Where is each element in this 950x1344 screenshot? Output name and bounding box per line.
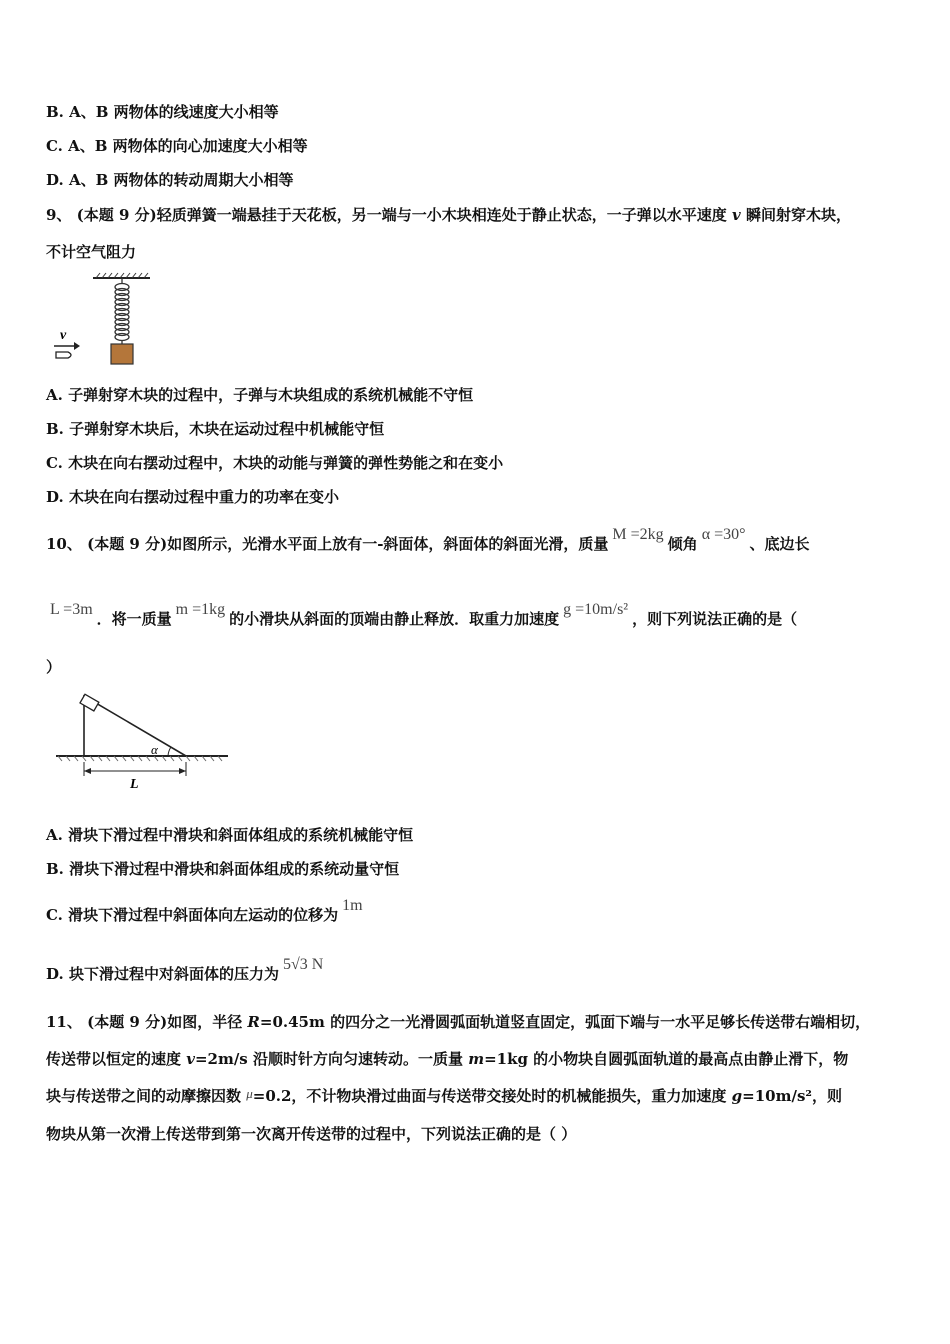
spring-coil	[115, 278, 129, 344]
mass-M-formula: M =2kg	[612, 526, 664, 543]
q10-option-c: C. 滑块下滑过程中斜面体向左运动的位移为1m	[46, 905, 367, 926]
q10-stem-line3: ）	[46, 658, 62, 676]
q11-stem-line2: 传送带以恒定的速度 v=2m/s 沿顺时针方向匀速转动。一质量 m=1kg 的小物块自圆弧面轨道的最高点由静止滑下，物	[46, 1050, 849, 1068]
slider-block	[80, 694, 99, 711]
q11-stem-line1: 11、 (本题 9 分)如图，半径 R=0.45m 的四分之一光滑圆弧面轨道竖直固定，弧面下端与一水平足够长传送带右端相切，	[46, 1013, 871, 1031]
q10-option-d: D. 块下滑过程中对斜面体的压力为5√3 N	[46, 964, 327, 985]
dimension-arrow-left	[84, 768, 91, 774]
dimension-arrow-right	[179, 768, 186, 774]
q8-option-d: D. A、B 两物体的转动周期大小相等	[46, 171, 294, 189]
wooden-block	[111, 344, 133, 364]
angle-arc	[168, 747, 171, 756]
spring-block-figure	[50, 272, 160, 372]
velocity-arrow-head	[74, 342, 80, 350]
mu-symbol: μ	[246, 1086, 253, 1101]
q9-option-d: D. 木块在向右摆动过程中重力的功率在变小	[46, 488, 339, 506]
q9-option-c: C. 木块在向右摆动过程中，木块的动能与弹簧的弹性势能之和在变小	[46, 454, 504, 472]
q10-stem-line1: 10、 (本题 9 分)如图所示，光滑水平面上放有一-斜面体，斜面体的斜面光滑，质量M =2kg倾角α =30°、底边长	[46, 526, 810, 553]
gravity-g-formula: g =10m/s²	[563, 601, 629, 618]
angle-label: α	[151, 742, 158, 757]
bullet-velocity-label: v	[60, 328, 67, 343]
displacement-formula: 1m	[342, 897, 363, 914]
q9-option-b: B. 子弹射穿木块后，木块在运动过程中机械能守恒	[46, 420, 385, 438]
length-L-formula: L =3m	[50, 601, 93, 618]
angle-alpha-formula: α =30°	[701, 526, 746, 543]
mass-m-formula: m =1kg	[175, 601, 226, 618]
q9-stem-line2: 不计空气阻力	[46, 243, 137, 261]
bullet	[56, 352, 71, 358]
q10-option-a: A. 滑块下滑过程中滑块和斜面体组成的系统机械能守恒	[46, 826, 414, 844]
q9-stem-line1: 9、 (本题 9 分)轻质弹簧一端悬挂于天花板，另一端与一小木块相连处于静止状态，一子弹以水平速度 v 瞬间射穿木块，	[46, 206, 851, 224]
q11-stem-line3: 块与传送带之间的动摩擦因数 μ=0.2，不计物块滑过曲面与传送带交接处时的机械能损失，重力加速度 g=10m/s²，则	[46, 1086, 842, 1105]
pressure-formula: 5√3 N	[282, 956, 324, 973]
q11-stem-line4: 物块从第一次滑上传送带到第一次离开传送带的过程中，下列说法正确的是（ ）	[46, 1125, 577, 1143]
q10-stem-line2: L =3m．将一质量m =1kg的小滑块从斜面的顶端由静止释放．取重力加速度g =10m/s²，则下列说法正确的是（	[46, 609, 797, 630]
q10-option-b: B. 滑块下滑过程中滑块和斜面体组成的系统动量守恒	[46, 860, 400, 878]
q8-option-b: B. A、B 两物体的线速度大小相等	[46, 103, 279, 121]
incline-figure	[56, 688, 231, 793]
length-label: L	[130, 777, 139, 792]
q9-option-a: A. 子弹射穿木块的过程中，子弹与木块组成的系统机械能不守恒	[46, 386, 474, 404]
q8-option-c: C. A、B 两物体的向心加速度大小相等	[46, 137, 308, 155]
